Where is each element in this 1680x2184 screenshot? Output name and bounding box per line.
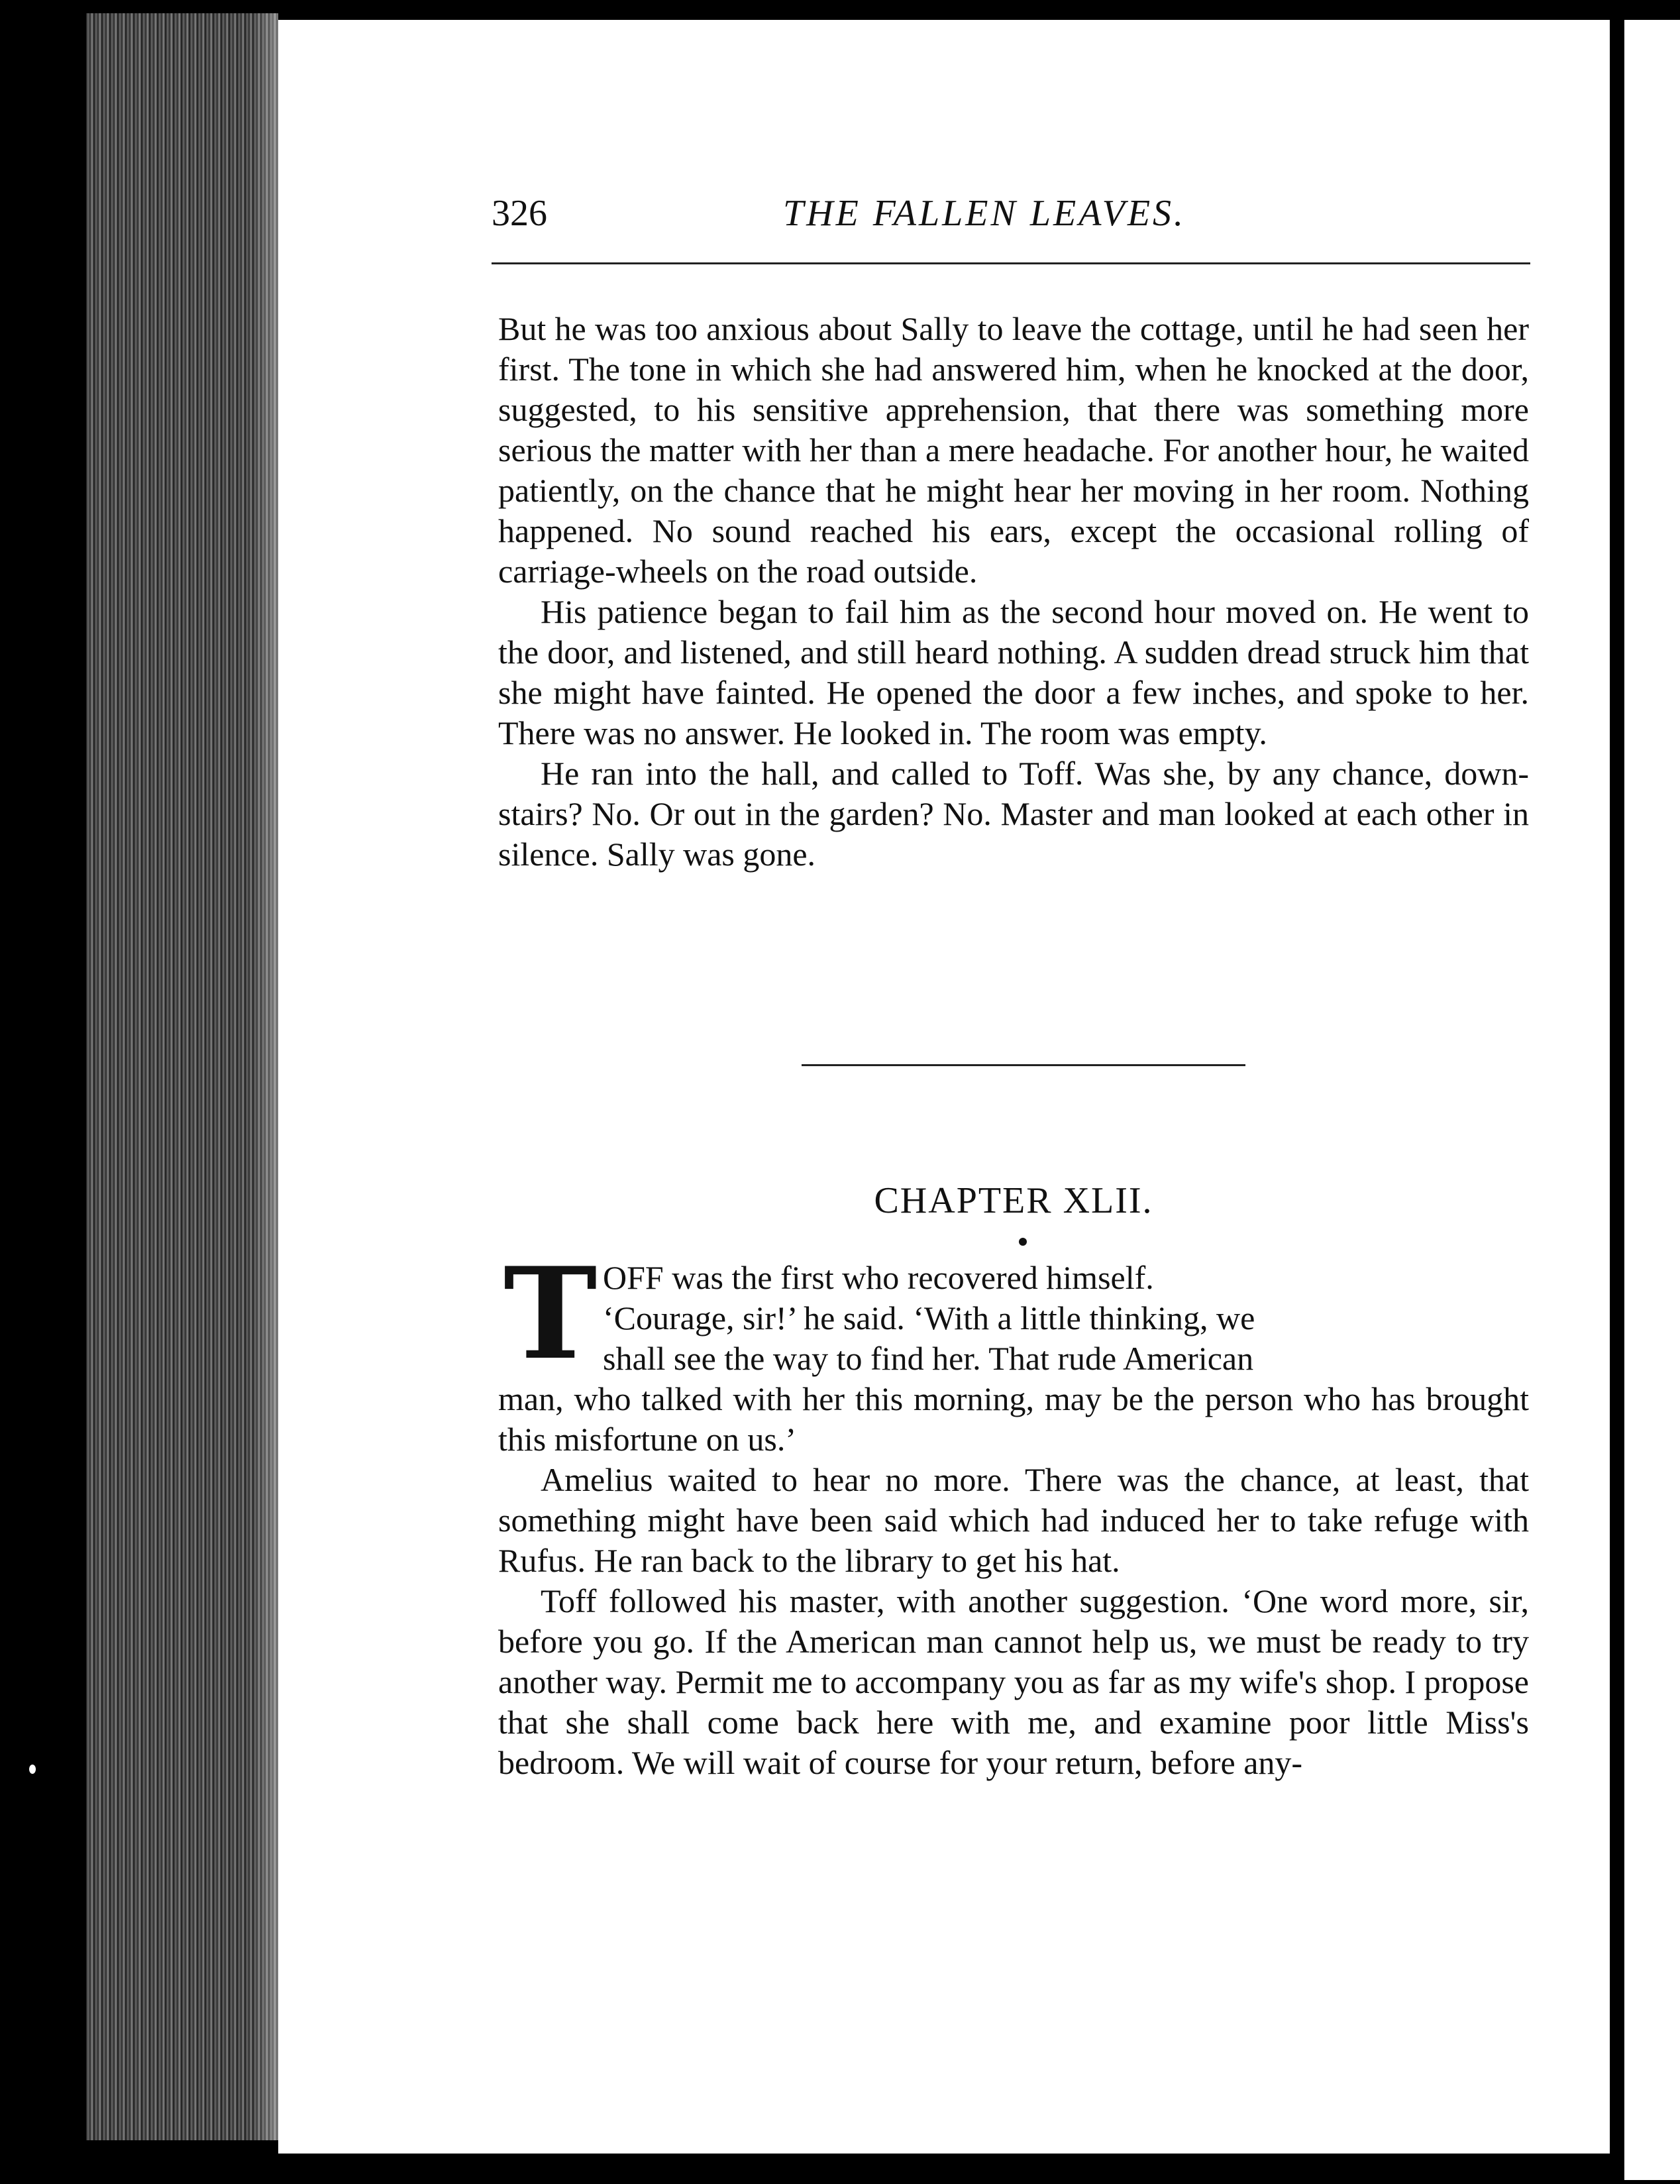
chapter-opening — [498, 1258, 1529, 1783]
scan-speck — [29, 1765, 36, 1774]
header-rule — [492, 262, 1530, 264]
paragraph: His patience began to fail him as the second hour moved on. He went to the door, and listened, and still heard nothing. A sudden dread struck him that she might have fainted. He opened the door a few inches, and spoke to her. There was no answer. He looked in. The room was empty. — [498, 593, 1529, 751]
section-divider — [802, 1064, 1245, 1066]
chapter-second-line: ‘Courage, sir!’ he said. ‘With a little thinking, we — [603, 1299, 1255, 1337]
facing-page-edge — [1624, 20, 1680, 2180]
gutter-shadow — [1610, 46, 1624, 2160]
running-head — [492, 192, 1525, 245]
book-title: THE FALLEN LEAVES. — [783, 193, 1186, 234]
paragraph: He ran into the hall, and called to Toff. Was she, by any chance, down-stairs? No. Or out in the garden? No. Master and man looked at each other in silence. Sally was gone. — [498, 755, 1529, 873]
section-1-text — [498, 309, 1529, 875]
chapter-third-line: shall see the way to find her. That rude American — [603, 1340, 1254, 1377]
chapter-first-paragraph-rest: man, who talked with her this morning, may be the person who has brought this misfortune on us.’ — [498, 1380, 1529, 1458]
chapter-first-line: OFF was the first who recovered himself. — [603, 1259, 1154, 1296]
chapter-heading: CHAPTER XLII. — [874, 1180, 1153, 1221]
drop-cap-ornament: T — [503, 1240, 598, 1388]
paragraph: But he was too anxious about Sally to leave the cottage, until he had seen her first. The tone in which she had answered him, when he knocked at the door, suggested, to his sensitive apprehension, that there was something more serious the matter with her than a mere headache. For another hour, he waited patiently, on the chance that he might hear her moving in her room. Nothing happened. No sound reached his ears, except the occasional rolling of carriage-wheels on the road outside. — [498, 310, 1529, 590]
book-page-edges — [86, 13, 278, 2140]
page-number: 326 — [492, 193, 547, 234]
chapter-ornament-dot — [1019, 1238, 1027, 1246]
paragraph: Toff followed his master, with another suggestion. ‘One word more, sir, before you go. If the American man cannot help us, we must be ready to try another way. Permit me to accompany you as far as my wife's shop. I propose that she shall come back here with me, and examine poor little Miss's bedroom. We will wait of course for your return, before any- — [498, 1582, 1529, 1781]
paragraph: Amelius waited to hear no more. There was the chance, at least, that something might have been said which had induced her to take refuge with Rufus. He ran back to the library to get his hat. — [498, 1461, 1529, 1579]
